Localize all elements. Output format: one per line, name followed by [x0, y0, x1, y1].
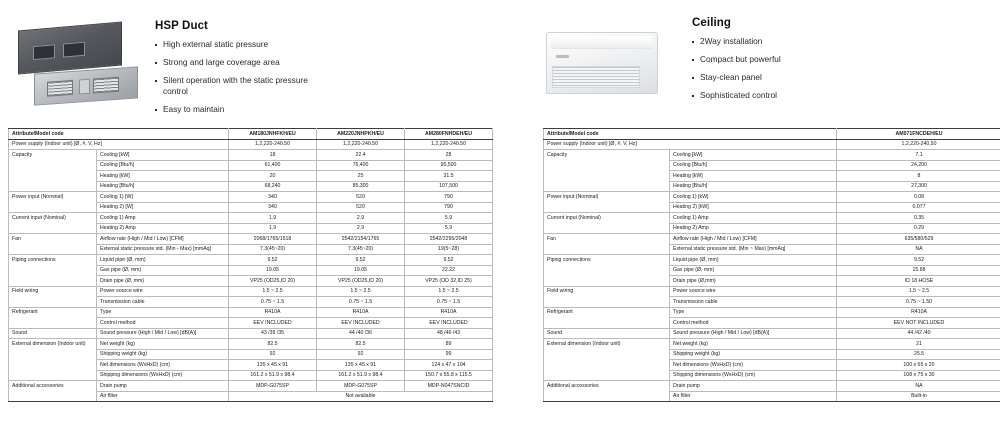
spec-value: 1.5 ~ 2.5 — [405, 286, 493, 297]
attribute-label: Power supply (Indoor unit) [Ø, #, V, Hz] — [544, 139, 837, 150]
spec-value: 22.4 — [317, 150, 405, 161]
attribute-label: Sound — [9, 328, 97, 339]
sub-attribute-label: Net dimensions (WxHxD) (cm) — [670, 360, 837, 371]
attribute-label — [9, 370, 97, 381]
spec-value: MDP-G075SP — [229, 381, 317, 392]
table-row — [9, 171, 493, 182]
table-row — [544, 328, 1000, 339]
feature-item: Stay-clean panel — [692, 72, 781, 83]
spec-value: 95,500 — [405, 160, 493, 171]
sub-attribute-label: Type — [670, 307, 837, 318]
spec-value: 18 — [229, 150, 317, 161]
table-row — [544, 339, 1000, 350]
spec-value: NA — [837, 244, 1000, 255]
sub-attribute-label: Drain pipe (Ø, mm) — [97, 276, 229, 287]
sub-attribute-label: Shipping dimensions (WxHxD) (cm) — [670, 370, 837, 381]
sub-attribute-label: Sound pressure (High / Mid / Low) [dB(A)] — [97, 328, 229, 339]
spec-value: 25 — [317, 171, 405, 182]
table-row — [9, 307, 493, 318]
spec-value: 1,2,220-240,50 — [317, 139, 405, 150]
spec-value: 1,2,220-240,50 — [405, 139, 493, 150]
attribute-label — [9, 223, 97, 234]
sub-attribute-label: Power source wire — [670, 286, 837, 297]
spec-value: MDP-G075SP — [317, 381, 405, 392]
spec-value: 5.9 — [405, 223, 493, 234]
table-row — [9, 139, 493, 150]
attribute-label: Power input (Nominal) — [9, 192, 97, 203]
table-row — [544, 286, 1000, 297]
sub-attribute-label: External static pressure std. (Min ~ Max) [mmAq] — [670, 244, 837, 255]
table-row — [9, 160, 493, 171]
sub-attribute-label: Gas pipe (Ø, mm) — [670, 265, 837, 276]
header-attribute: Attribute/Model code — [544, 129, 837, 140]
attribute-label — [9, 297, 97, 308]
table-row — [9, 150, 493, 161]
spec-value: 520 — [317, 202, 405, 213]
attribute-label — [9, 349, 97, 360]
ceiling-feature-list — [692, 36, 781, 101]
spec-value: Built-in — [837, 391, 1000, 402]
table-row — [9, 297, 493, 308]
attribute-label — [9, 276, 97, 287]
spec-value: 108 x 75 x 30 — [837, 370, 1000, 381]
attribute-label: Sound — [544, 328, 670, 339]
attribute-label: Piping connections — [9, 255, 97, 266]
spec-value: 2068/1765/1518 — [229, 234, 317, 245]
spec-value: 1,2,220-240,50 — [837, 139, 1000, 150]
spec-value: 61,400 — [229, 160, 317, 171]
table-header — [9, 129, 493, 140]
spec-value: 520 — [317, 192, 405, 203]
spec-value: 85,300 — [317, 181, 405, 192]
attribute-label — [9, 391, 97, 402]
spec-value: R410A — [317, 307, 405, 318]
table-row — [544, 202, 1000, 213]
feature-item: Easy to maintain — [155, 104, 335, 115]
attribute-label — [544, 318, 670, 329]
spec-value: 7.3(45~20) — [317, 244, 405, 255]
ceiling-panel — [535, 0, 1000, 444]
spec-value: 20 — [229, 171, 317, 182]
spec-value: R410A — [405, 307, 493, 318]
spec-value: 0.75 ~ 1.50 — [837, 297, 1000, 308]
header-model: AM220JNHPKH/EU — [317, 129, 405, 140]
attribute-label — [9, 244, 97, 255]
sub-attribute-label: Power source wire — [97, 286, 229, 297]
spec-value: 15.88 — [837, 265, 1000, 276]
table-row — [9, 349, 493, 360]
hsp-duct-spec-table-wrap — [8, 128, 492, 402]
header-model: AM071FNCDEH/EU — [837, 129, 1000, 140]
table-row — [9, 339, 493, 350]
table-row — [544, 276, 1000, 287]
duct-unit-front-body — [34, 66, 138, 105]
spec-value: 150.7 x 55.8 x 115.5 — [405, 370, 493, 381]
table-row — [544, 255, 1000, 266]
table-row — [544, 391, 1000, 402]
sub-attribute-label: Heating 2) [W] — [97, 202, 229, 213]
sub-attribute-label: Heating [kW] — [670, 171, 837, 182]
table-row — [9, 213, 493, 224]
attribute-label — [544, 181, 670, 192]
table-row — [544, 139, 1000, 150]
spec-value: 0.29 — [837, 223, 1000, 234]
spec-value: 31.5 — [405, 171, 493, 182]
attribute-label — [544, 171, 670, 182]
spec-value: 44 /40 /36 — [317, 328, 405, 339]
attribute-label — [544, 223, 670, 234]
sub-attribute-label: Heating [Btu/h] — [670, 181, 837, 192]
table-row — [9, 318, 493, 329]
header-row — [9, 129, 493, 140]
sub-attribute-label: Shipping weight (kg) — [97, 349, 229, 360]
spec-value: 0.75 ~ 1.5 — [405, 297, 493, 308]
attribute-label — [9, 318, 97, 329]
table-row — [544, 223, 1000, 234]
spec-value: 161.2 x 51.9 x 98.4 — [229, 370, 317, 381]
table-row — [544, 150, 1000, 161]
spec-value: 2.9 — [317, 213, 405, 224]
ceiling-spec-table — [543, 128, 1000, 402]
spec-value: 19.05 — [229, 265, 317, 276]
table-row — [9, 192, 493, 203]
duct-control-panel — [79, 79, 90, 95]
sub-attribute-label: Heating 2) [kW] — [670, 202, 837, 213]
sub-attribute-label: Cooling 1) Amp — [97, 213, 229, 224]
table-row — [9, 234, 493, 245]
table-row — [544, 307, 1000, 318]
table-row — [9, 370, 493, 381]
spec-value: 161.2 x 51.9 x 98.4 — [317, 370, 405, 381]
feature-item: Compact but powerful — [692, 54, 781, 65]
table-row — [9, 181, 493, 192]
table-row — [544, 192, 1000, 203]
sub-attribute-label: Transmission cable — [97, 297, 229, 308]
table-row — [544, 265, 1000, 276]
spec-value: VP25 (OD 32,ID 25) — [405, 276, 493, 287]
spec-value: 107,500 — [405, 181, 493, 192]
table-row — [544, 360, 1000, 371]
attribute-label: Power input (Nominal) — [544, 192, 670, 203]
spec-value: 19.05 — [317, 265, 405, 276]
attribute-label — [544, 276, 670, 287]
spec-value: 89 — [405, 339, 493, 350]
spec-value: 1.5 ~ 2.5 — [317, 286, 405, 297]
sub-attribute-label: Drain pump — [97, 381, 229, 392]
attribute-label: Field wiring — [544, 286, 670, 297]
spec-value: 9.52 — [837, 255, 1000, 266]
sub-attribute-label: Heating [kW] — [97, 171, 229, 182]
spec-value: 43 /39 /35 — [229, 328, 317, 339]
sub-attribute-label: Liquid pipe (Ø, mm) — [670, 255, 837, 266]
table-row — [544, 160, 1000, 171]
spec-value: R410A — [229, 307, 317, 318]
sub-attribute-label: Heating 2) Amp — [670, 223, 837, 234]
spec-value: 82.5 — [317, 339, 405, 350]
sub-attribute-label: Cooling [Btu/h] — [670, 160, 837, 171]
sub-attribute-label: Liquid pipe (Ø, mm) — [97, 255, 229, 266]
attribute-label — [544, 202, 670, 213]
spec-value: 1.9 — [229, 223, 317, 234]
sub-attribute-label: Control method — [97, 318, 229, 329]
table-row — [9, 360, 493, 371]
feature-item: Sophisticated control — [692, 90, 781, 101]
sub-attribute-label: Cooling 1) [W] — [97, 192, 229, 203]
ceiling-unit-photo — [540, 18, 668, 118]
spec-value: 635/580/529 — [837, 234, 1000, 245]
table-row — [9, 276, 493, 287]
spec-value: 5.9 — [405, 213, 493, 224]
header-attribute: Attribute/Model code — [9, 129, 229, 140]
ceiling-title: Ceiling — [692, 17, 732, 29]
table-row — [544, 234, 1000, 245]
ceiling-description — [692, 17, 781, 108]
spec-value: 82.5 — [229, 339, 317, 350]
header-row — [544, 129, 1000, 140]
sub-attribute-label: Net dimensions (WxHxD) (cm) — [97, 360, 229, 371]
sub-attribute-label: Sound pressure (High / Mid / Low) [dB(A)] — [670, 328, 837, 339]
table-header — [544, 129, 1000, 140]
spec-value: 2.9 — [317, 223, 405, 234]
attribute-label — [9, 171, 97, 182]
sub-attribute-label: Net weight (kg) — [670, 339, 837, 350]
attribute-label: Capacity — [9, 150, 97, 161]
spec-value: 92 — [317, 349, 405, 360]
attribute-label — [544, 391, 670, 402]
table-body — [544, 139, 1000, 402]
table-row — [544, 181, 1000, 192]
spec-value: NA — [837, 381, 1000, 392]
sub-attribute-label: Drain pipe (Ø,mm) — [670, 276, 837, 287]
attribute-label — [544, 360, 670, 371]
spec-value: 124 x 47 x 104 — [405, 360, 493, 371]
spec-value: 9.52 — [405, 255, 493, 266]
spec-value: EEV INCLUDED — [229, 318, 317, 329]
table-row — [9, 202, 493, 213]
sub-attribute-label: Net weight (kg) — [97, 339, 229, 350]
spec-value: Not available — [229, 391, 493, 402]
attribute-label — [9, 360, 97, 371]
sub-attribute-label: External static pressure std. (Min - Max) [mmAq] — [97, 244, 229, 255]
spec-value: VP25 (OD25,ID 20) — [317, 276, 405, 287]
spec-value: 19(5~28) — [405, 244, 493, 255]
sub-attribute-label: Airflow rate (High / Mid / Low) [CFM] — [97, 234, 229, 245]
table-row — [544, 370, 1000, 381]
spec-value: 92 — [229, 349, 317, 360]
spec-value: 68,240 — [229, 181, 317, 192]
table-row — [9, 244, 493, 255]
attribute-label: Power supply (Indoor unit) [Ø, #, V, Hz] — [9, 139, 229, 150]
spec-value: EEV INCLUDED — [317, 318, 405, 329]
spec-value: 7.3(45~20) — [229, 244, 317, 255]
table-row — [544, 297, 1000, 308]
attribute-label — [9, 202, 97, 213]
table-row — [544, 244, 1000, 255]
spec-value: 340 — [229, 192, 317, 203]
attribute-label — [9, 181, 97, 192]
hsp-duct-description — [155, 20, 335, 122]
table-row — [544, 381, 1000, 392]
attribute-label — [9, 265, 97, 276]
sub-attribute-label: Shipping dimensions (WxHxD) (cm) — [97, 370, 229, 381]
sub-attribute-label: Heating 2) Amp — [97, 223, 229, 234]
spec-value: MDP-N047SNCID — [405, 381, 493, 392]
spec-value: 1.5 ~ 2.5 — [229, 286, 317, 297]
sub-attribute-label: Type — [97, 307, 229, 318]
table-row — [9, 255, 493, 266]
spec-value: 24,200 — [837, 160, 1000, 171]
attribute-label — [544, 297, 670, 308]
sub-attribute-label: Gas pipe (Ø, mm) — [97, 265, 229, 276]
attribute-label: Additional accessories — [544, 381, 670, 392]
spec-value: VP25 (OD25,ID 20) — [229, 276, 317, 287]
sub-attribute-label: Control method — [670, 318, 837, 329]
spec-value: 135 x 45 x 91 — [317, 360, 405, 371]
hsp-duct-hero — [0, 0, 500, 120]
attribute-label — [544, 349, 670, 360]
spec-value: 44 /42 /40 — [837, 328, 1000, 339]
hsp-duct-spec-table — [8, 128, 493, 402]
sub-attribute-label: Air filter — [670, 391, 837, 402]
spec-value: 25.5 — [837, 349, 1000, 360]
spec-value: EEV INCLUDED — [405, 318, 493, 329]
attribute-label: External dimension (Indoor unit) — [9, 339, 97, 350]
table-row — [544, 171, 1000, 182]
spec-value: 1,2,220-240,50 — [229, 139, 317, 150]
ceiling-hero — [535, 0, 1000, 120]
feature-item: 2Way installation — [692, 36, 781, 47]
duct-louver-left — [33, 44, 55, 60]
feature-item: Silent operation with the static pressure control — [155, 75, 335, 97]
table-row — [9, 265, 493, 276]
spec-value: 100 x 65 x 20 — [837, 360, 1000, 371]
sub-attribute-label: Shipping weight (kg) — [670, 349, 837, 360]
spec-value: 21 — [837, 339, 1000, 350]
table-row — [9, 328, 493, 339]
spec-value: 135 x 45 x 91 — [229, 360, 317, 371]
spec-value: 22.22 — [405, 265, 493, 276]
spec-value: 0.35 — [837, 213, 1000, 224]
table-row — [544, 318, 1000, 329]
table-body — [9, 139, 493, 402]
spec-value: 1.9 — [229, 213, 317, 224]
spec-value: 790 — [405, 192, 493, 203]
attribute-label: Field wiring — [9, 286, 97, 297]
spec-value: 76,400 — [317, 160, 405, 171]
feature-item: High external static pressure — [155, 39, 335, 50]
attribute-label: Current input (Nominal) — [544, 213, 670, 224]
spec-value: 0.08 — [837, 192, 1000, 203]
sub-attribute-label: Cooling [kW] — [670, 150, 837, 161]
sub-attribute-label: Airflow rate (High / Mid / Low) [CFM] — [670, 234, 837, 245]
sub-attribute-label: Heating [Btu/h] — [97, 181, 229, 192]
sub-attribute-label: Cooling 1) Amp — [670, 213, 837, 224]
spec-value: 1.5 ~ 2.5 — [837, 286, 1000, 297]
attribute-label: External dimension (Indoor unit) — [544, 339, 670, 350]
attribute-label — [544, 265, 670, 276]
spec-value: 9.52 — [317, 255, 405, 266]
attribute-label: Refrigerant — [544, 307, 670, 318]
sub-attribute-label: Cooling 1) [kW] — [670, 192, 837, 203]
spec-value: 0.077 — [837, 202, 1000, 213]
table-row — [544, 213, 1000, 224]
attribute-label: Current input (Nominal) — [9, 213, 97, 224]
table-row — [544, 349, 1000, 360]
attribute-label: Refrigerant — [9, 307, 97, 318]
attribute-label — [544, 370, 670, 381]
spec-value: 8 — [837, 171, 1000, 182]
sub-attribute-label: Transmission cable — [670, 297, 837, 308]
ceiling-unit-grille — [552, 66, 640, 88]
spec-value: 28 — [405, 150, 493, 161]
spec-value: 0.75 ~ 1.5 — [317, 297, 405, 308]
feature-item: Strong and large coverage area — [155, 57, 335, 68]
hsp-duct-title: HSP Duct — [155, 20, 208, 32]
spec-value: EEV NOT INCLUDED — [837, 318, 1000, 329]
hsp-duct-unit-photo — [8, 22, 140, 117]
spec-value: ID 18 HOSE — [837, 276, 1000, 287]
spec-value: 9.52 — [229, 255, 317, 266]
header-model: AM180JNHFKH/EU — [229, 129, 317, 140]
spec-value: 340 — [229, 202, 317, 213]
ceiling-unit-body — [546, 32, 658, 94]
ceiling-spec-table-wrap — [543, 128, 1000, 402]
duct-grille-left — [47, 80, 73, 97]
duct-unit-rear-body — [18, 21, 122, 74]
spec-value: 0.75 ~ 1.5 — [229, 297, 317, 308]
attribute-label: Capacity — [544, 150, 670, 161]
sub-attribute-label: Air filter — [97, 391, 229, 402]
table-row — [9, 381, 493, 392]
ceiling-unit-top-cover — [551, 36, 653, 49]
attribute-label: Additional accessories — [9, 381, 97, 392]
hsp-duct-feature-list — [155, 39, 335, 115]
attribute-label — [544, 160, 670, 171]
duct-louver-right — [63, 42, 85, 58]
attribute-label — [544, 244, 670, 255]
spec-value: R410A — [837, 307, 1000, 318]
spec-value: 2542/2295/2048 — [405, 234, 493, 245]
table-row — [9, 391, 493, 402]
attribute-label: Fan — [9, 234, 97, 245]
duct-grille-right — [93, 77, 119, 94]
sub-attribute-label: Cooling [kW] — [97, 150, 229, 161]
sub-attribute-label: Drain pump — [670, 381, 837, 392]
attribute-label — [9, 160, 97, 171]
header-model: AM280FNHDEH/EU — [405, 129, 493, 140]
brand-badge — [556, 55, 569, 58]
spec-value: 48 /46 /43 — [405, 328, 493, 339]
attribute-label: Fan — [544, 234, 670, 245]
sub-attribute-label: Cooling [Btu/h] — [97, 160, 229, 171]
spec-value: 7.1 — [837, 150, 1000, 161]
table-row — [9, 223, 493, 234]
table-row — [9, 286, 493, 297]
spec-value: 27,300 — [837, 181, 1000, 192]
spec-value: 790 — [405, 202, 493, 213]
spec-value: 99 — [405, 349, 493, 360]
attribute-label: Piping connections — [544, 255, 670, 266]
spec-value: 2542/2154/1765 — [317, 234, 405, 245]
